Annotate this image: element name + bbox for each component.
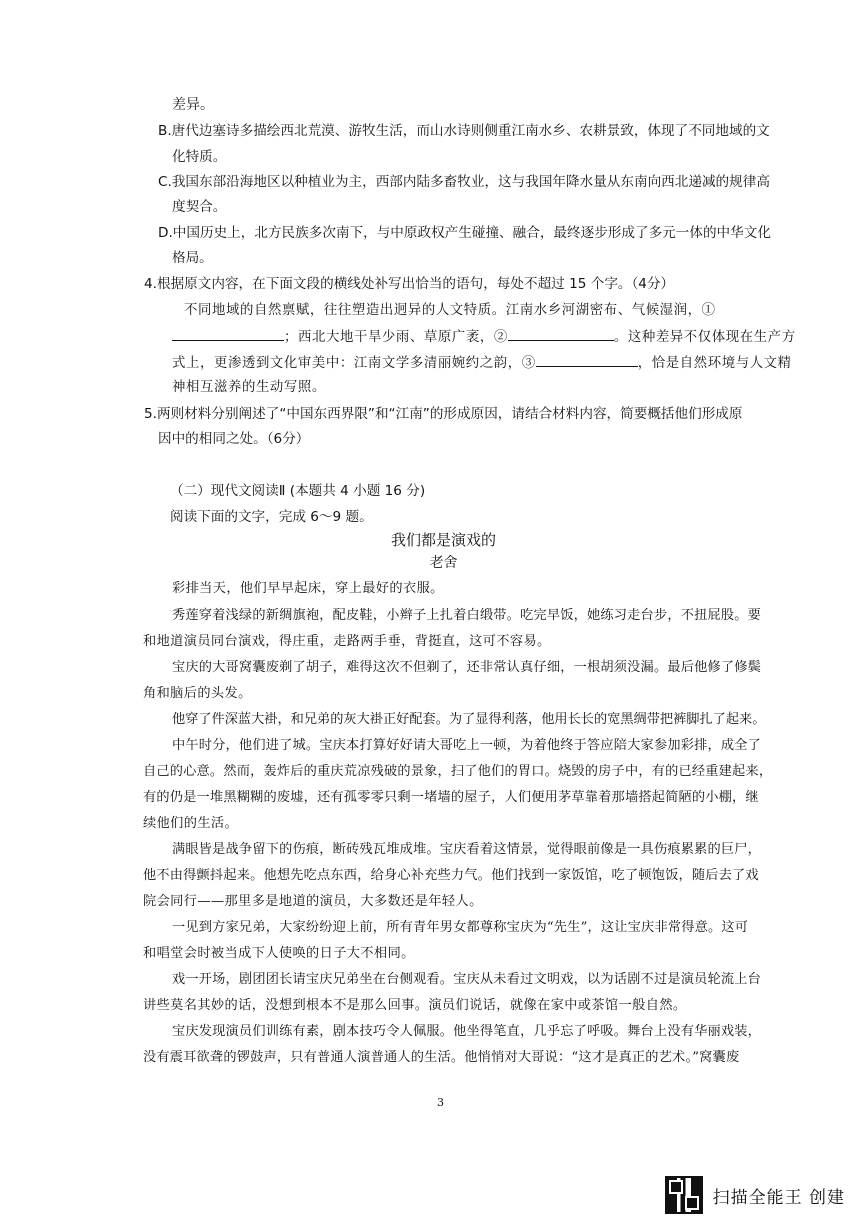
answer-blank-3[interactable] (536, 352, 638, 367)
story-title: 我们都是演戏的 (390, 531, 496, 549)
scanner-watermark (665, 1176, 845, 1214)
story-line-4: 宝庆的大哥窝囊废剃了胡子，难得这次不但剃了，还非常认真仔细，一根胡须没漏。最后他修了修鬓 (172, 660, 762, 675)
part-2-instruction: 阅读下面的文字，完成 6～9 题。 (170, 509, 373, 525)
story-line-3: 和地道演员同台演戏，得庄重，走路两手垂，背挺直，这可不容易。 (143, 634, 551, 649)
story-line-11: 满眼皆是战争留下的伤痕，断砖残瓦堆成堆。宝庆看着这情景，觉得眼前像是一具伤痕累累的巨尸， (172, 842, 762, 857)
option-d: D.中国历史上，北方民族多次南下，与中原政权产生碰撞、融合，最终逐步形成了多元一体的中华文化 (158, 225, 771, 241)
option-d-tail: 格局。 (172, 250, 213, 266)
story-line-9: 有的仍是一堆黑糊糊的废墟，还有孤零零只剩一堵墙的屋子，人们便用茅草靠着那墙搭起简陋的小棚，继 (143, 790, 759, 805)
answer-blank-1[interactable] (172, 326, 284, 341)
question-4-paragraph-line-3 (172, 352, 792, 374)
option-c: C.我国东部沿海地区以种植业为主，西部内陆多畜牧业，这与我国年降水量从东南向西北递减的规律高 (158, 174, 770, 190)
q4-p3a: 式上，更渗透到文化审美中：江南文学多清丽婉约之韵，③ (172, 356, 536, 371)
part-2-heading: （二）现代文阅读Ⅱ (本题共 4 小题 16 分) (170, 483, 426, 499)
story-line-18: 宝庆发现演员们训练有素，剧本技巧令人佩服。他坐得笔直，几乎忘了呼吸。舞台上没有华丽戏装， (172, 1024, 762, 1039)
q4-p3b: ，恰是自然环境与人文精 (637, 356, 792, 371)
story-line-14: 一见到方家兄弟，大家纷纷迎上前，所有青年男女都尊称宝庆为“先生”，这让宝庆非常得意。这可 (172, 920, 749, 935)
option-b: B.唐代边塞诗多描绘西北荒漠、游牧生活，而山水诗则侧重江南水乡、农耕景致，体现了不同地域的文 (158, 123, 770, 139)
story-line-2: 秀莲穿着浅绿的新绸旗袍，配皮鞋，小辫子上扎着白缎带。吃完早饭，她练习走台步，不扭屁股。要 (172, 608, 762, 623)
story-line-19: 没有震耳欲聋的锣鼓声，只有普通人演普通人的生活。他悄悄对大哥说：“这才是真正的艺术。”窝囊废 (143, 1050, 740, 1065)
option-a-tail: 差异。 (172, 97, 214, 113)
watermark-text: 扫描全能王 创建 (712, 1187, 845, 1208)
option-c-tail: 度契合。 (172, 199, 227, 215)
question-4-stem: 4.根据原文内容，在下面文段的横线处补写出恰当的语句，每处不超过 15 个字。（4分） (144, 276, 675, 292)
story-line-8: 自己的心意。然而，轰炸后的重庆荒凉残破的景象，扫了他们的胃口。烧毁的房子中，有的已经重建起来， (143, 764, 773, 779)
question-4-paragraph-line-1: 不同地域的自然禀赋，往往塑造出迥异的人文特质。江南水乡河湖密布、气候湿润，① (184, 303, 716, 318)
story-line-13: 院会同行——那里多是地道的演员，大多数还是年轻人。 (143, 894, 483, 909)
story-line-7: 中午时分，他们进了城。宝庆本打算好好请大哥吃上一顿，为着他终于答应陪大家参加彩排，成全了 (172, 738, 762, 753)
page-number: 3 (437, 1096, 444, 1109)
q4-p2b: 。这种差异不仅体现在生产方 (613, 330, 796, 345)
question-4-paragraph-line-4: 神相互滋养的生动写照。 (172, 380, 326, 395)
story-line-16: 戏一开场，剧团团长请宝庆兄弟坐在台侧观看。宝庆从未看过文明戏，以为话剧不过是演员轮流上台 (172, 972, 762, 987)
question-4-paragraph-line-2 (172, 326, 796, 348)
question-5-line-1: 5.两则材料分别阐述了“中国东西界限”和“江南”的形成原因，请结合材料内容，简要概括他们形成原 (144, 406, 743, 422)
q4-p2a: ；西北大地干旱少雨、草原广袤，② (284, 330, 508, 345)
story-line-12: 他不由得颤抖起来。他想先吃点东西，给身心补充些力气。他们找到一家饭馆，吃了顿饱饭，随后去了戏 (143, 868, 759, 883)
story-line-1: 彩排当天，他们早早起床，穿上最好的衣服。 (172, 581, 444, 596)
story-line-17: 讲些莫名其妙的话，没想到根本不是那么回事。演员们说话，就像在家中或茶馆一般自然。 (143, 998, 687, 1013)
qr-code-icon (665, 1176, 703, 1214)
option-b-tail: 化特质。 (172, 149, 227, 165)
answer-blank-2[interactable] (508, 326, 614, 341)
story-author: 老舍 (429, 555, 458, 571)
story-line-10: 续他们的生活。 (143, 816, 239, 831)
story-line-15: 和唱堂会时被当成下人使唤的日子大不相同。 (143, 946, 415, 961)
question-5-line-2: 因中的相同之处。（6分） (158, 431, 310, 447)
story-line-5: 角和脑后的头发。 (143, 686, 252, 701)
story-line-6: 他穿了件深蓝大褂，和兄弟的灰大褂正好配套。为了显得利落，他用长长的宽黑绸带把裤脚扎了起来。 (172, 712, 766, 727)
